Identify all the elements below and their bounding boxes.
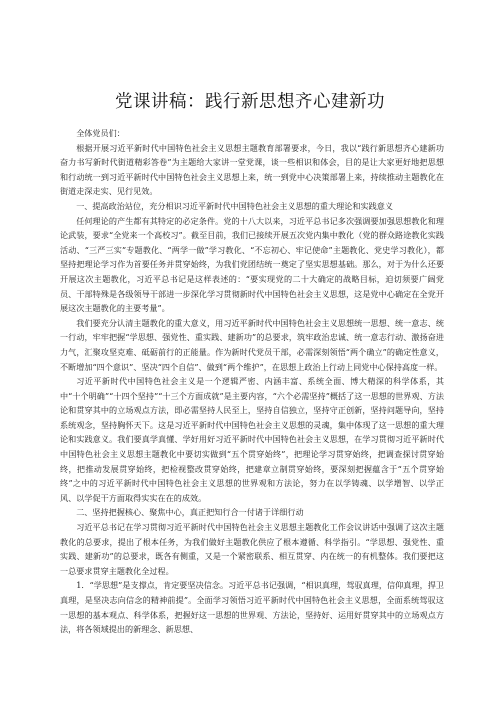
section-heading-2: 二、坚持把握核心、聚焦中心，真正把知行合一付诸于详细行动 [76, 507, 304, 518]
paragraph: 习近平总书记在学习贯彻习近平新时代中国特色社会主义思想主题教化工作会议讲话中强调了这次主题教化的总要求，提出了根本任务，为我们做好主题教化供应了根本遵循、科学指引。“学思想、强党性、重实践、建新功”的总要求，既各有侧重，又是一个紧密联系、相互贯穿、内在统一的有机整体。我们要把这一总要求贯穿主题教化全过程。 [60, 522, 444, 576]
document-body [60, 126, 444, 637]
document-title: 党课讲稿：践行新思想齐心建新功 [115, 92, 385, 112]
salutation: 全体党员们： [76, 128, 125, 138]
section-heading-1: 一、提高政治站位，充分相识习近平新时代中国特色社会主义思想的重大理论和实践意义 [76, 200, 394, 211]
paragraph: 任何理论的产生都有其特定的必定条件。党的十八大以来，习近平总书记多次强调要加强思想教化和理论武装，要求“全党来一个高校习”。截至目前，我们已接续开展五次党内集中教化（党的群众路途教化实践活动、“三严三实”专题教化、“两学一做”学习教化、“不忘初心、牢记使命”主题教化、党史学习教化），都坚持把理论学习作为首要任务并贯穿始终，为我们党团结统一奠定了坚实思想基础。那么，对于为什么还要开展这次主题教化，习近平总书记是这样表述的：“要实现党的二十大确定的战略目标，迫切须要广阔党员、干部特殊是各级领导干部进一步深化学习贯彻新时代中国特色社会主义思想，这是党中心确定在全党开展这次主题教化的主要考量”。 [60, 215, 444, 314]
paragraph: 我们要充分认清主题教化的重大意义，用习近平新时代中国特色社会主义思想统一思想、统一意志、统一行动，牢牢把握“学思想、强党性、重实践、建新功”的总要求，筑牢政治忠诚、统一意志行动、激扬奋进力气，汇聚攻坚克难、砥砺前行的正能量。作为新时代党员干部，必需深刻领悟“两个确立”的确定性意义，不断增加“四个意识”、坚决“四个自信”、做到“两个维护”，在思想上政治上行动上同党中心保持高度一样。 [60, 317, 444, 372]
paragraph: 习近平新时代中国特色社会主义是一个逻辑严密、内涵丰富、系统全面、博大精深的科学体系，其中“十个明确”“十四个坚持”“十三个方面成就”是主要内容，“六个必需坚持”概括了这一思想的世界观、方法论和贯穿其中的立场观点方法，即必需坚持人民至上，坚持自信独立，坚持守正创新，坚持问题导向，坚持系统观念，坚持胸怀天下。这是习近平新时代中国特色社会主义思想的灵魂，集中体现了这一思想的重大理论和实践意义。我们要真学真懂、学好用好习近平新时代中国特色社会主义思想，在学习贯彻习近平新时代中国特色社会主义思想主题教化中要切实做到“五个贯穿始终”，把理论学习贯穿始终，把调查探讨贯穿始终，把推动发展贯穿始终，把检视整改贯穿始终，把建章立制贯穿始终，要深刻把握蕴含于“五个贯穿始终”之中的习近平新时代中国特色社会主义思想的世界观和方法论，努力在以学铸魂、以学增智、以学正风、以学促干方面取得实实在在的成效。 [60, 376, 444, 503]
paragraph-intro: 根据开展习近平新时代中国特色社会主义思想主题教育部署要求，今日，我以“践行新思想齐心建新功奋力书写新时代街道精彩答卷”为主题给大家讲一堂党课，谈一些相识和体会，目的是让大家更好地把思想和行动统一到习近平新时代中国特色社会主义思想上来，统一到党中心决策部署上来，持续推动主题教化在街道走深走实、见行见效。 [60, 142, 444, 197]
paragraph: 1．“学思想”是支撑点，肯定要坚决信念。习近平总书记强调，“相识真理，驾驭真理，信仰真理，捍卫真理，是坚决志向信念的精神前提”。全面学习领悟习近平新时代中国特色社会主义思想，全面系统驾驭这一思想的基本观点、科学体系，把握好这一思想的世界观、方法论，坚持好、运用好贯穿其中的立场观点方法，将各领域提出的新理念、新思想、 [60, 580, 444, 635]
